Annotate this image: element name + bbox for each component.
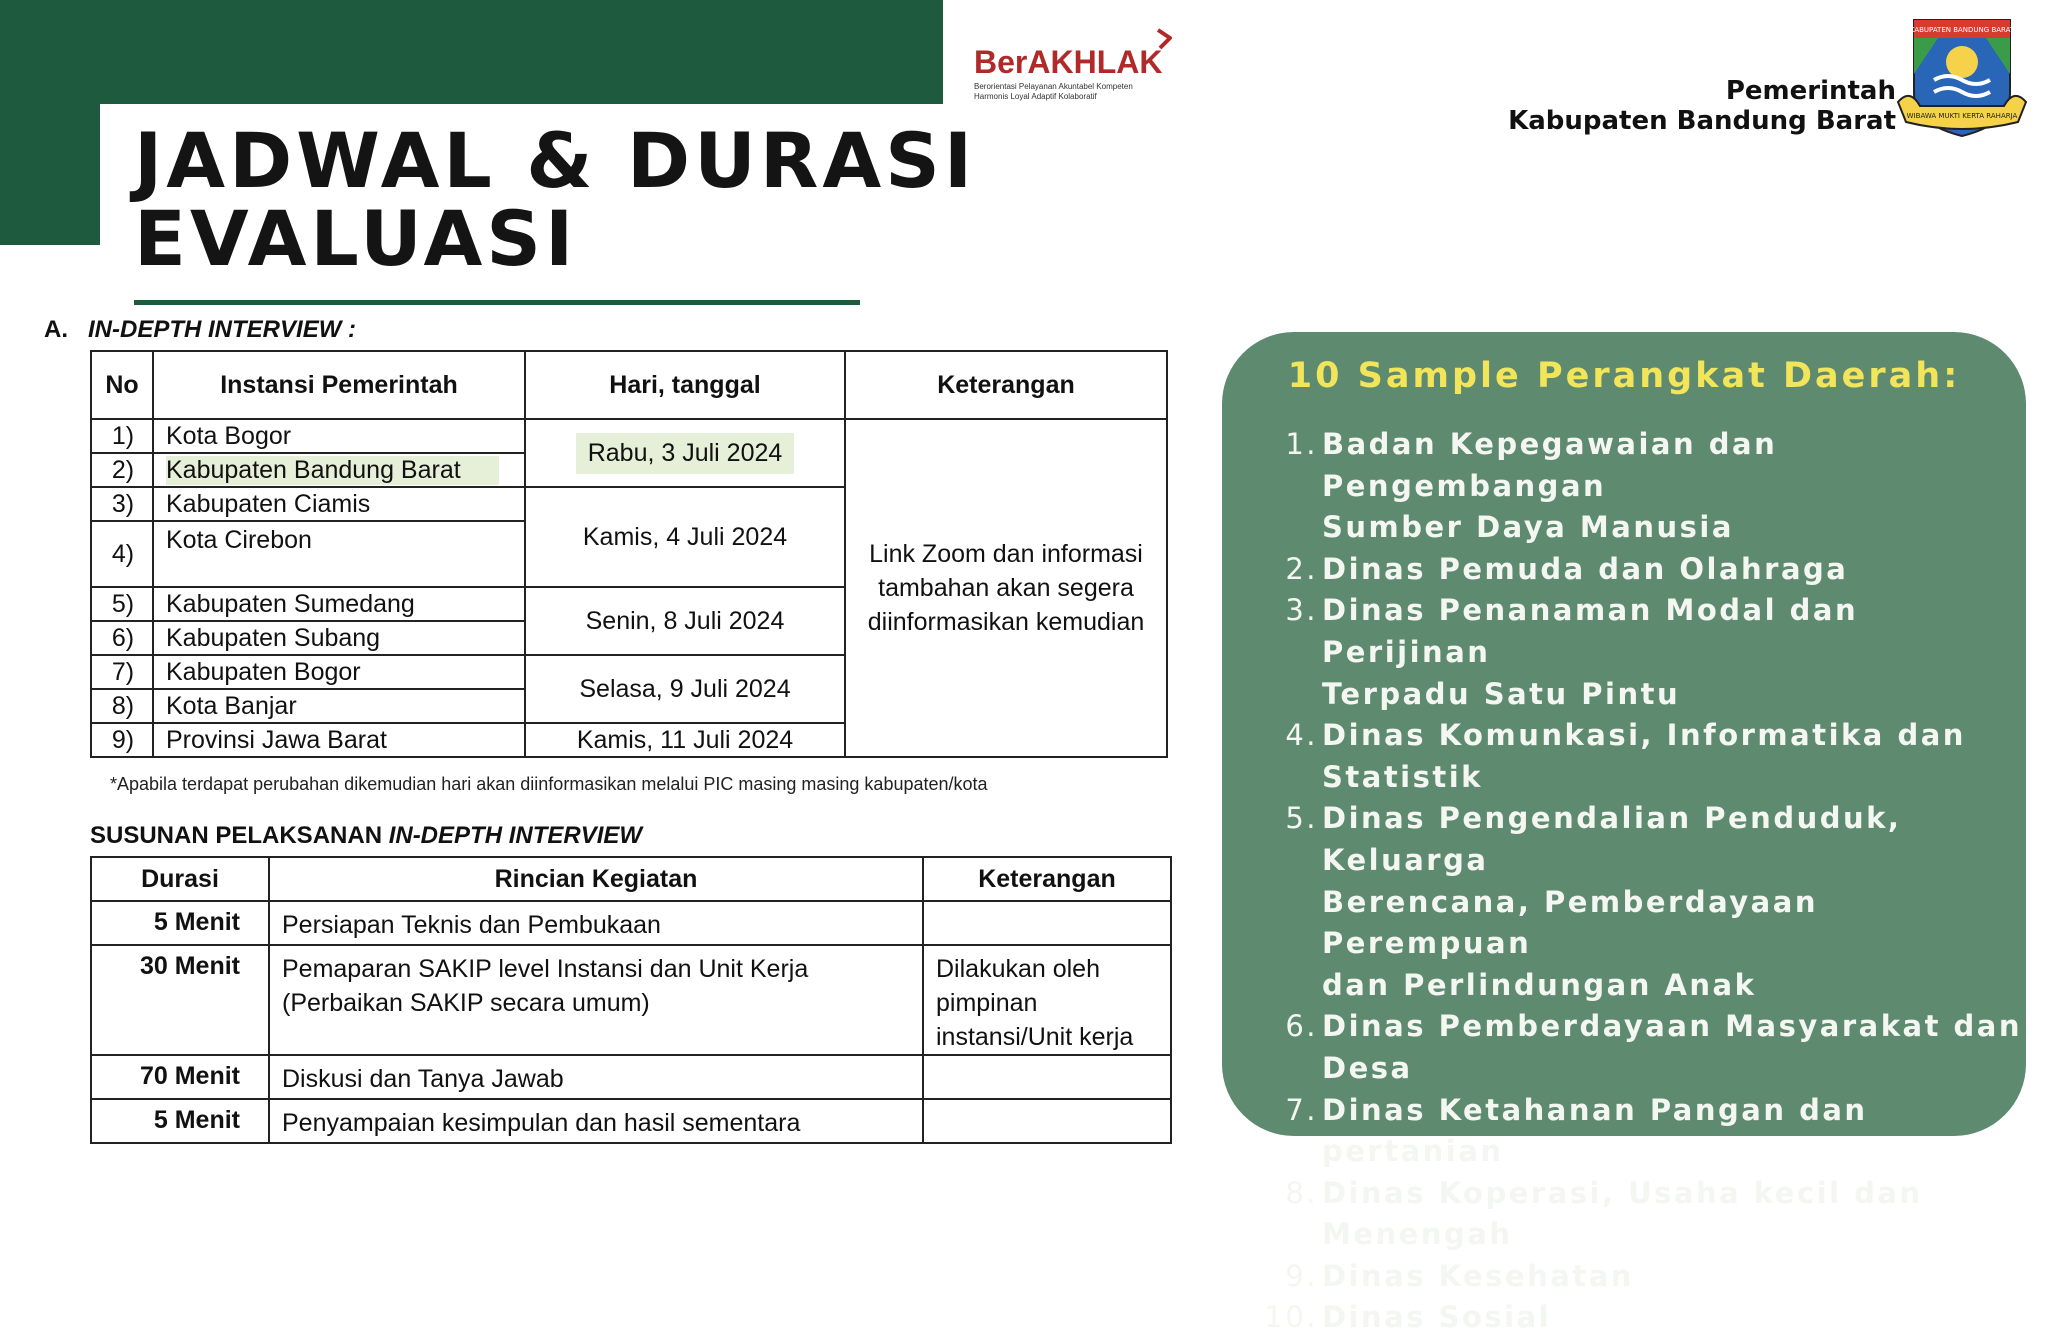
list-item-number: 6. (1285, 1009, 1318, 1044)
list-item (1262, 715, 2022, 798)
row-durasi: 70 Menit (91, 1055, 269, 1099)
section-b-title-plain: SUSUNAN PELAKSANAN (90, 822, 389, 849)
list-item-line: Badan Kepegawaian dan Pengembangan (1322, 427, 1778, 503)
list-item-line: Terpadu Satu Pintu (1322, 676, 1681, 711)
list-item-number: 1. (1285, 427, 1318, 461)
list-item-number: 8. (1285, 1175, 1318, 1210)
sample-list (1262, 424, 2022, 1339)
row-no: 4) (91, 521, 153, 587)
row-instansi: Kabupaten Ciamis (153, 487, 525, 521)
government-name (1508, 76, 1896, 136)
list-item-number: 3. (1285, 593, 1318, 628)
brand-name-part1: Ber (974, 44, 1028, 80)
list-item-line: Dinas Komunkasi, Informatika dan (1322, 718, 1966, 753)
brand-tagline-line1: Berorientasi Pelayanan Akuntabel Kompeten (974, 82, 1133, 91)
table-row (91, 1099, 1171, 1143)
row-no: 5) (91, 587, 153, 621)
date-highlight: Rabu, 3 Juli 2024 (576, 433, 795, 474)
table-row (91, 901, 1171, 945)
sample-panel-title: 10 Sample Perangkat Daerah: (1287, 356, 1961, 396)
berakhlak-wordmark (974, 44, 1162, 81)
header-green-band (0, 0, 943, 104)
section-b-title-italic: IN-DEPTH INTERVIEW (388, 822, 643, 849)
col-header-no: No (91, 351, 153, 419)
berakhlak-logo (970, 28, 1170, 108)
row-instansi: Kota Banjar (153, 689, 525, 723)
col-header-hari: Hari, tanggal (525, 351, 845, 419)
col-header-instansi: Instansi Pemerintah (153, 351, 525, 419)
title-underline (134, 300, 860, 305)
list-item-number: 10. (1264, 1300, 1318, 1335)
row-instansi: Provinsi Jawa Barat (153, 723, 525, 757)
interview-agenda-table (90, 856, 1172, 1144)
table-header-row (91, 351, 1167, 419)
emblem-banner-bottom: WIBAWA MUKTI KERTA RAHARJA (1906, 112, 2018, 120)
list-item (1262, 798, 2022, 1006)
row-instansi: Kota Bogor (153, 419, 525, 453)
list-item (1262, 424, 2022, 549)
kabupaten-emblem-icon (1894, 14, 2030, 140)
brand-tagline-line2: Harmonis Loyal Adaptif Kolaboratif (974, 92, 1097, 101)
row-keterangan (923, 901, 1171, 945)
list-item-number: 4. (1285, 718, 1318, 753)
row-durasi: 5 Menit (91, 901, 269, 945)
row-no: 8) (91, 689, 153, 723)
berakhlak-tagline (974, 82, 1133, 102)
list-item (1262, 1297, 2022, 1339)
list-item-number: 2. (1285, 551, 1318, 586)
keterangan-cell (845, 419, 1167, 757)
page-title-line2: EVALUASI (134, 194, 578, 283)
list-item-line: Dinas Ketahanan Pangan dan pertanian (1322, 1092, 1868, 1169)
rincian-line1: Pemaparan SAKIP level Instansi dan Unit Kerja (282, 955, 809, 983)
list-item (1262, 1006, 2022, 1089)
page-title-line1: JADWAL & DURASI (134, 116, 977, 205)
list-item-line: Dinas Koperasi, Usaha kecil dan (1322, 1175, 1923, 1210)
row-durasi: 30 Menit (91, 945, 269, 1055)
list-item-line: Dinas Pemberdayaan Masyarakat dan (1322, 1009, 2022, 1044)
table-row (91, 1055, 1171, 1099)
section-a-title: IN-DEPTH INTERVIEW : (88, 316, 357, 343)
government-line2: Kabupaten Bandung Barat (1508, 106, 1896, 136)
row-instansi: Kota Cirebon (153, 521, 525, 587)
row-no: 6) (91, 621, 153, 655)
keterangan-line1: Link Zoom dan informasi (869, 540, 1143, 568)
chevron-mark-icon (1156, 28, 1178, 50)
row-no: 1) (91, 419, 153, 453)
list-item-line: Dinas Pemuda dan Olahraga (1322, 551, 1849, 586)
list-item-line: dan Perlindungan Anak (1322, 967, 1757, 1002)
list-item-line: Desa (1322, 1050, 1413, 1085)
row-keterangan (923, 1055, 1171, 1099)
col-header-rincian: Rincian Kegiatan (269, 857, 923, 901)
row-instansi: Kabupaten Bogor (153, 655, 525, 689)
row-date: Senin, 8 Juli 2024 (525, 587, 845, 655)
instansi-highlight: Kabupaten Bandung Barat (166, 456, 499, 485)
row-no: 7) (91, 655, 153, 689)
keterangan-line2: tambahan akan segera (878, 574, 1134, 602)
keterangan-line1: Dilakukan oleh (936, 955, 1100, 983)
row-date: Kamis, 11 Juli 2024 (525, 723, 845, 757)
page-title (134, 116, 977, 283)
brand-name-part2: AKHLAK (1027, 44, 1163, 80)
row-instansi: Kabupaten Sumedang (153, 587, 525, 621)
list-item-number: 5. (1285, 801, 1318, 836)
col-header-keterangan: Keterangan (845, 351, 1167, 419)
list-item-line: Menengah (1322, 1217, 1513, 1252)
row-no: 3) (91, 487, 153, 521)
list-item-line: Dinas Kesehatan (1322, 1258, 1634, 1293)
table-header-row (91, 857, 1171, 901)
list-item (1262, 1090, 2022, 1173)
section-a-prefix: A. (44, 316, 68, 343)
government-line1: Pemerintah (1725, 76, 1896, 106)
row-keterangan (923, 1099, 1171, 1143)
col-header-keterangan: Keterangan (923, 857, 1171, 901)
list-item-line: Sumber Daya Manusia (1322, 510, 1734, 545)
row-keterangan (923, 945, 1171, 1055)
row-date: Selasa, 9 Juli 2024 (525, 655, 845, 723)
keterangan-line3: diinformasikan kemudian (867, 608, 1145, 636)
list-item (1262, 1256, 2022, 1298)
row-rincian: Diskusi dan Tanya Jawab (269, 1055, 923, 1099)
list-item-line: Dinas Pengendalian Penduduk, Keluarga (1322, 801, 1902, 877)
row-rincian (269, 945, 923, 1055)
row-durasi: 5 Menit (91, 1099, 269, 1143)
list-item-line: Berencana, Pemberdayaan Perempuan (1322, 884, 1818, 961)
table-row (91, 419, 1167, 453)
keterangan-line3: instansi/Unit kerja (936, 1023, 1134, 1051)
table-row (91, 945, 1171, 1055)
list-item-line: Dinas Penanaman Modal dan Perijinan (1322, 593, 1859, 669)
section-a-heading (44, 316, 356, 344)
list-item-line: Dinas Sosial (1322, 1300, 1552, 1335)
list-item-line: Statistik (1322, 759, 1483, 794)
schedule-note: *Apabila terdapat perubahan dikemudian hari akan diinformasikan melalui PIC masing masing kabupaten/kota (110, 774, 988, 794)
row-instansi: Kabupaten Subang (153, 621, 525, 655)
list-item-number: 7. (1285, 1092, 1318, 1127)
rincian-line2: (Perbaikan SAKIP secara umum) (282, 989, 650, 1017)
keterangan-line2: pimpinan (936, 989, 1038, 1017)
row-date (525, 419, 845, 487)
list-item (1262, 590, 2022, 715)
list-item-number: 9. (1285, 1258, 1318, 1293)
row-rincian: Persiapan Teknis dan Pembukaan (269, 901, 923, 945)
col-header-durasi: Durasi (91, 857, 269, 901)
row-rincian: Penyampaian kesimpulan dan hasil sementara (269, 1099, 923, 1143)
row-instansi (153, 453, 525, 487)
interview-schedule-table (90, 350, 1168, 758)
row-no: 2) (91, 453, 153, 487)
row-date: Kamis, 4 Juli 2024 (525, 487, 845, 587)
emblem-banner-top: KABUPATEN BANDUNG BARAT (1909, 26, 2015, 34)
section-b-heading (90, 822, 642, 850)
list-item (1262, 549, 2022, 591)
list-item (1262, 1173, 2022, 1256)
row-no: 9) (91, 723, 153, 757)
header-green-corner (0, 0, 100, 245)
